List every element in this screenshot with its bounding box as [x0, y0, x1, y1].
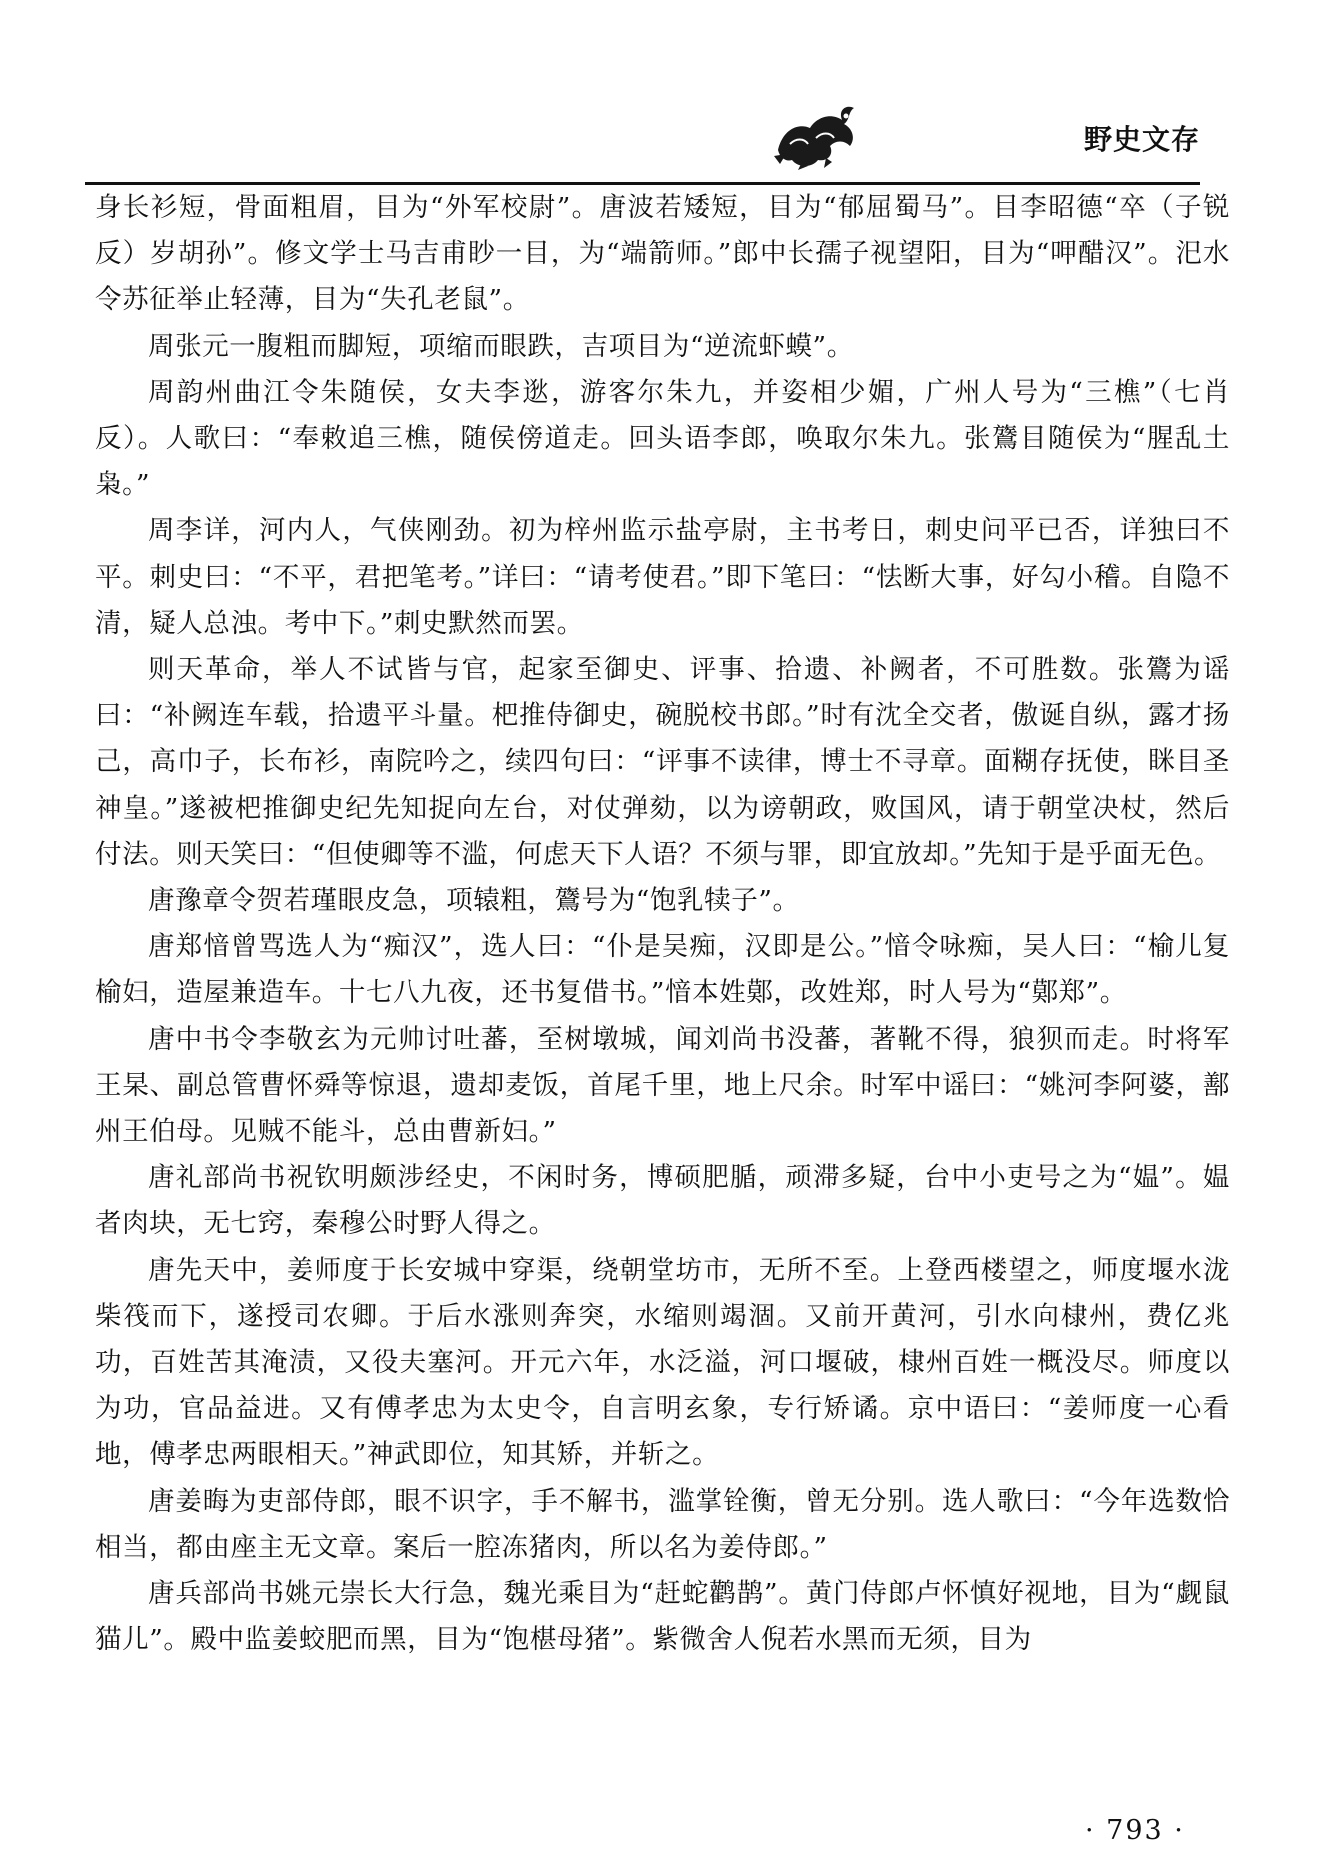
paragraph: 唐兵部尚书姚元崇长大行急，魏光乘目为“赶蛇鹳鹊”。黄门侍郎卢怀慎好视地，目为“觑鼠猫儿”。殿中监姜蛟肥而黑，目为“饱椹母猪”。紫微舍人倪若水黑而无须，目为: [95, 1578, 1230, 1656]
paragraph: 唐姜晦为吏部侍郎，眼不识字，手不解书，滥掌铨衡，曾无分别。选人歌曰：“今年选数恰相当，都由座主无文章。案后一腔冻猪肉，所以名为姜侍郎。”: [95, 1485, 1230, 1563]
page-header: [0, 80, 1323, 180]
body-text: [95, 185, 1230, 1664]
paragraph: 周张元一腹粗而脚短，项缩而眼跌，吉项目为“逆流虾蟆”。: [148, 330, 854, 362]
paragraph: 身长衫短，骨面粗眉，目为“外军校尉”。唐波若矮短，目为“郁屈蜀马”。目李昭德“卒（子锐反）岁胡孙”。修文学士马吉甫眇一目，为“端箭师。”郎中长孺子视望阳，目为“呷醋汉”。汜水令苏征举止轻薄，目为“失孔老鼠”。: [95, 192, 1230, 316]
paragraph: 唐礼部尚书祝钦明颇涉经史，不闲时务，博硕肥腯，顽滞多疑，台中小吏号之为“媪”。媪者肉块，无七窍，秦穆公时野人得之。: [95, 1162, 1230, 1240]
page-number: · 793 ·: [1085, 1815, 1185, 1846]
paragraph: 唐先天中，姜师度于长安城中穿渠，绕朝堂坊市，无所不至。上登西楼望之，师度堰水泷柴筏而下，遂授司农卿。于后水涨则奔突，水缩则竭涸。又前开黄河，引水向棣州，费亿兆功，百姓苦其淹渍，又役夫塞河。开元六年，水泛溢，河口堰破，棣州百姓一概没尽。师度以为功，官品益进。又有傅孝忠为太史令，自言明玄象，专行矫谲。京中语曰：“姜师度一心看地，傅孝忠两眼相天。”神武即位，知其矫，并斩之。: [95, 1254, 1230, 1471]
paragraph: 则天革命，举人不试皆与官，起家至御史、评事、拾遗、补阙者，不可胜数。张鷟为谣曰：“补阙连车载，拾遗平斗量。杷推侍御史，碗脱校书郎。”时有沈全交者，傲诞自纵，露才扬己，高巾子，长布衫，南院吟之，续四句曰：“评事不读律，博士不寻章。面糊存抚使，眯目圣神皇。”遂被杷推御史纪先知捉向左台，对仗弹劾，以为谤朝政，败国风，请于朝堂决杖，然后付法。则天笑曰：“但使卿等不滥，何虑天下人语？不须与罪，即宜放却。”先知于是乎面无色。: [95, 654, 1230, 870]
paragraph: 唐豫章令贺若瑾眼皮急，项辕粗，鷟号为“饱乳犊子”。: [148, 885, 800, 917]
paragraph: 周李详，河内人，气侠刚劲。初为梓州监示盐亭尉，主书考日，刺史问平已否，详独曰不平。刺史曰：“不平，君把笔考。”详曰：“请考使君。”即下笔曰：“怯断大事，好勾小稽。自隐不清，疑人总浊。考中下。”刺史默然而罢。: [95, 515, 1230, 639]
dragon-emblem-icon: [772, 98, 862, 172]
paragraph: 唐郑愔曾骂选人为“痴汉”，选人曰：“仆是吴痴，汉即是公。”愔令咏痴，吴人曰：“榆儿复榆妇，造屋兼造车。十七八九夜，还书复借书。”愔本姓鄚，改姓郑，时人号为“鄚郑”。: [95, 931, 1230, 1009]
header-title: 野史文存: [1083, 123, 1200, 156]
paragraph: 周韵州曲江令朱随侯，女夫李逖，游客尔朱九，并姿相少媚，广州人号为“三樵”（七肖反）。人歌曰：“奉敕追三樵，随侯傍道走。回头语李郎，唤取尔朱九。张鷟目随侯为“腥乱土枭。”: [95, 376, 1230, 501]
paragraph: 唐中书令李敬玄为元帅讨吐蕃，至树墩城，闻刘尚书没蕃，著靴不得，狼狈而走。时将军王杲、副总管曹怀舜等惊退，遗却麦饭，首尾千里，地上尺余。时军中谣曰：“姚河李阿婆，鄯州王伯母。见贼不能斗，总由曹新妇。”: [95, 1023, 1230, 1148]
